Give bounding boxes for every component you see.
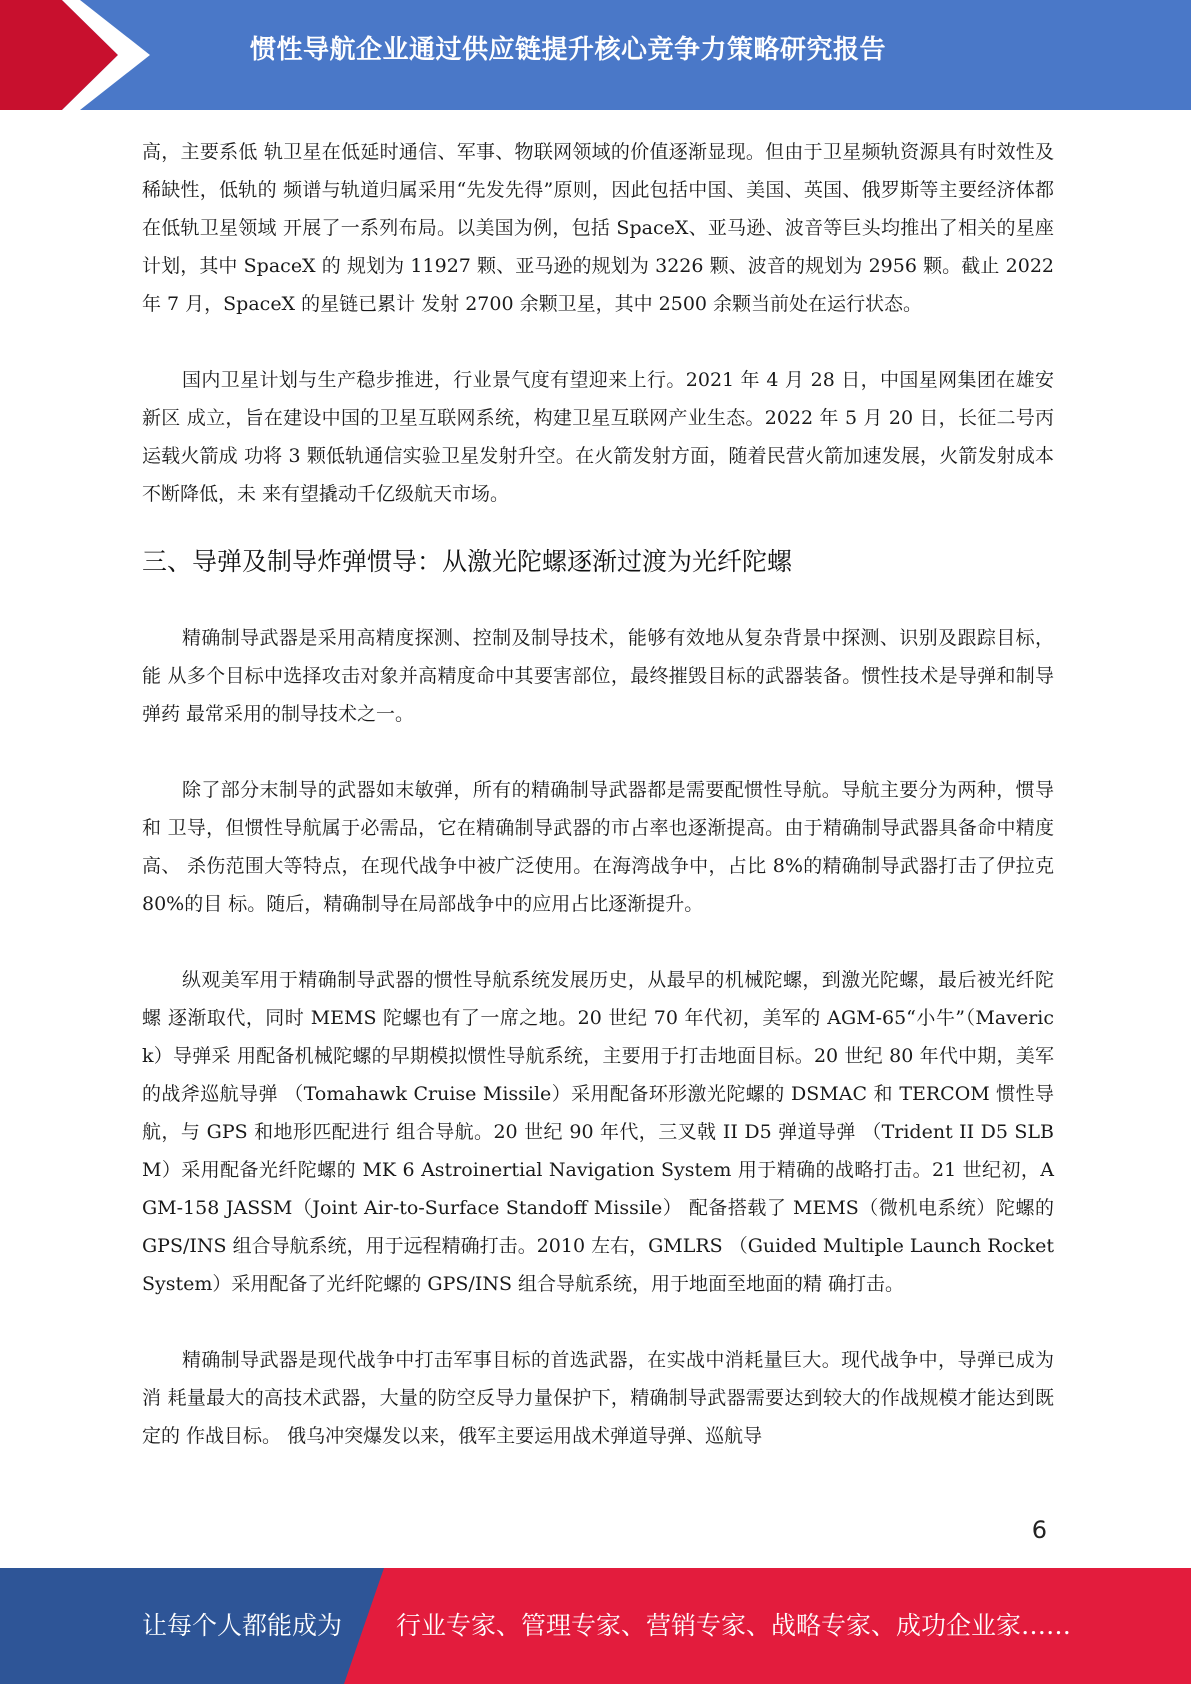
page-number: 6 (1031, 1516, 1047, 1544)
page-header (0, 0, 1191, 110)
paragraph-domestic-satellites: 国内卫星计划与生产稳步推进，行业景气度有望迎来上行。2021 年 4 月 28 日，中国星网集团在雄安新区 成立，旨在建设中国的卫星互联网系统，构建卫星互联网产业生态。2022 年 5 月 20 日，长征二号丙运载火箭成 功将 3 颗低轨通信实验卫星发射升空。在火箭发射方面，随着民营火箭加速发展，火箭发射成本不断降低，未 来有望撬动千亿级航天市场。 (142, 369, 1054, 505)
footer-slogan-left: 让每个人都能成为 (142, 1611, 343, 1640)
paragraph-inertial-navigation: 除了部分末制导的武器如末敏弹，所有的精确制导武器都是需要配惯性导航。导航主要分为两种，惯导和 卫导，但惯性导航属于必需品，它在精确制导武器的市占率也逐渐提高。由于精确制导武器具备命中精度高、 杀伤范围大等特点，在现代战争中被广泛使用。在海湾战争中，占比 8%的精确制导武器打击了伊拉克 80%的目 标。随后，精确制导在局部战争中的应用占比逐渐提升。 (142, 779, 1054, 915)
paragraph-us-history: 纵观美军用于精确制导武器的惯性导航系统发展历史，从最早的机械陀螺，到激光陀螺，最后被光纤陀螺 逐渐取代，同时 MEMS 陀螺也有了一席之地。20 世纪 70 年代初，美军的 AGM-65“小牛”（Maverick）导弹采 用配备机械陀螺的早期模拟惯性导航系统，主要用于打击地面目标。20 世纪 80 年代中期，美军的战斧巡航导弹 （Tomahawk Cruise Missile）采用配备环形激光陀螺的 DSMAC 和 TERCOM 惯性导航，与 GPS 和地形匹配进行 组合导航。20 世纪 90 年代，三叉戟 II D5 弹道导弹 （Trident II D5 SLBM）采用配备光纤陀螺的 MK 6 Astroinertial Navigation System 用于精确的战略打击。21 世纪初，AGM-158 JASSM（Joint Air-to-Surface Standoff Missile） 配备搭载了 MEMS（微机电系统）陀螺的 GPS/INS 组合导航系统，用于远程精确打击。2010 左右，GMLRS （Guided Multiple Launch Rocket System）采用配备了光纤陀螺的 GPS/INS 组合导航系统，用于地面至地面的精 确打击。 (142, 969, 1054, 1295)
report-title: 惯性导航企业通过供应链提升核心竞争力策略研究报告 (250, 35, 887, 65)
header-chevron-icon (0, 0, 160, 110)
paragraph-precision-weapons: 精确制导武器是采用高精度探测、控制及制导技术，能够有效地从复杂背景中探测、识别及跟踪目标，能 从多个目标中选择攻击对象并高精度命中其要害部位，最终摧毁目标的武器装备。惯性技术是导弹和制导弹药 最常采用的制导技术之一。 (142, 627, 1054, 725)
paragraph-modern-warfare: 精确制导武器是现代战争中打击军事目标的首选武器，在实战中消耗量巨大。现代战争中，导弹已成为消 耗量最大的高技术武器，大量的防空反导力量保护下，精确制导武器需要达到较大的作战规模才能达到既定的 作战目标。 俄乌冲突爆发以来，俄军主要运用战术弹道导弹、巡航导 (142, 1349, 1054, 1447)
page-footer (0, 1568, 1191, 1684)
page-content (142, 133, 1054, 1493)
paragraph-leo-satellites: 高，主要系低 轨卫星在低延时通信、军事、物联网领域的价值逐渐显现。但由于卫星频轨资源具有时效性及稀缺性，低轨的 频谱与轨道归属采用“先发先得”原则，因此包括中国、美国、英国、俄罗斯等主要经济体都在低轨卫星领域 开展了一系列布局。以美国为例，包括 SpaceX、亚马逊、波音等巨头均推出了相关的星座计划，其中 SpaceX 的 规划为 11927 颗、亚马逊的规划为 3226 颗、波音的规划为 2956 颗。截止 2022 年 7 月，SpaceX 的星链已累计 发射 2700 余颗卫星，其中 2500 余颗当前处在运行状态。 (142, 141, 1054, 315)
footer-slogan-right: 行业专家、管理专家、营销专家、战略专家、成功企业家…… (396, 1611, 1072, 1640)
section-heading: 三、导弹及制导炸弹惯导：从激光陀螺逐渐过渡为光纤陀螺 (142, 547, 793, 576)
